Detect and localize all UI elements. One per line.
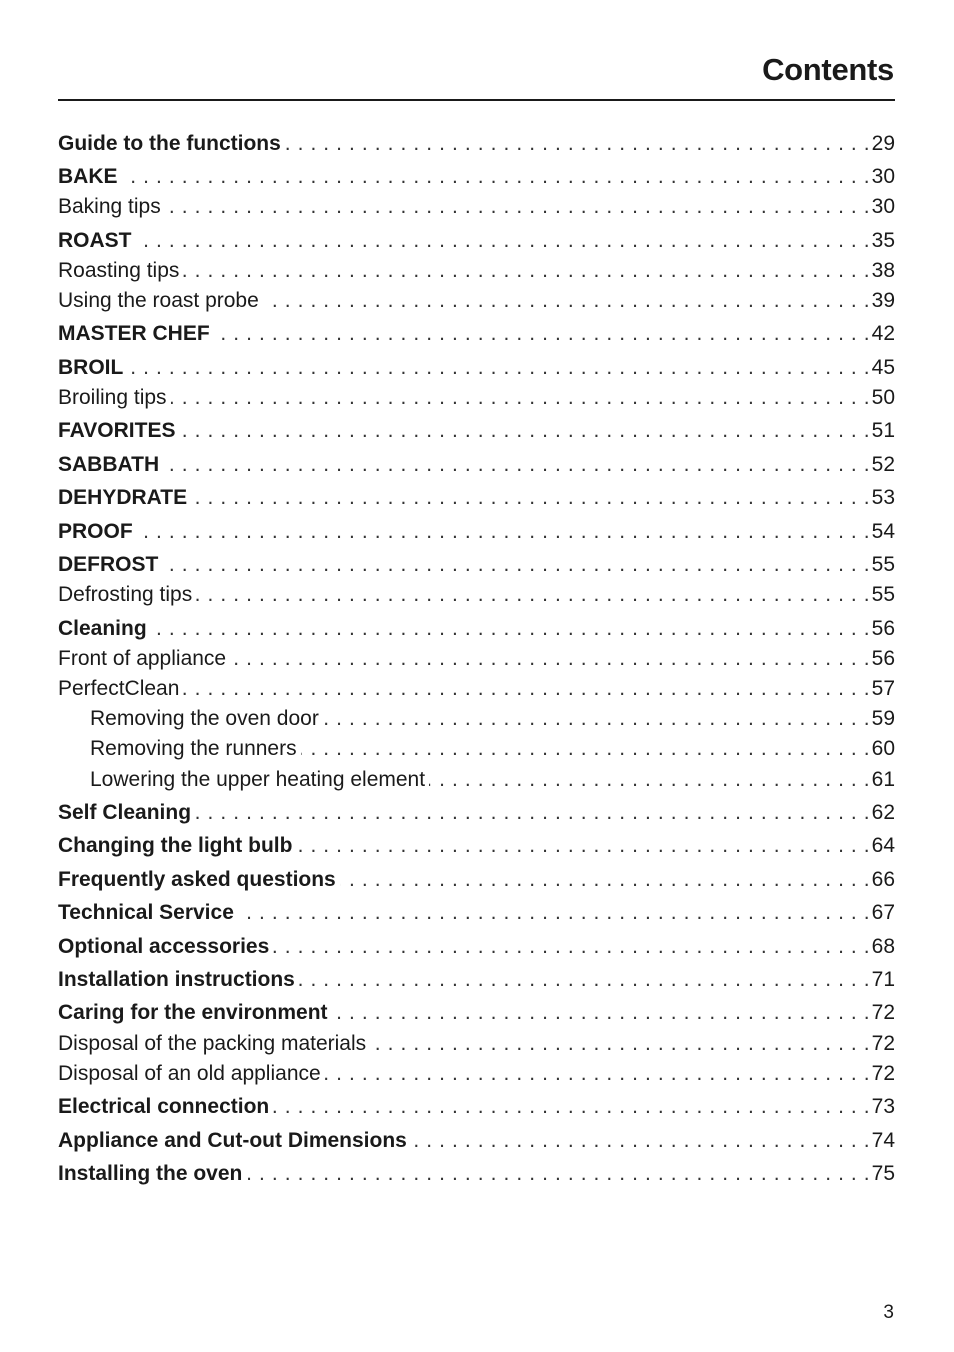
toc-entry-page: 61 [871, 768, 895, 791]
toc-entry-page: 74 [871, 1129, 895, 1152]
toc-entry[interactable] [58, 674, 895, 704]
toc-entry-label: Cleaning [58, 617, 147, 640]
toc-entry-page: 55 [871, 553, 895, 576]
dot-leader [263, 286, 870, 316]
toc-entry-page: 45 [871, 356, 895, 379]
dot-leader [179, 416, 869, 446]
toc-entry-page: 73 [871, 1095, 895, 1118]
dot-leader [429, 765, 870, 795]
toc-entry[interactable] [58, 644, 895, 674]
toc-entry-label: Disposal of the packing materials [58, 1032, 367, 1055]
dot-leader [122, 162, 870, 192]
toc-entry[interactable] [58, 865, 895, 895]
toc-entry-label: Removing the oven door [90, 707, 319, 730]
toc-entry-label: Roasting tips [58, 259, 180, 282]
toc-entry[interactable] [58, 998, 895, 1028]
toc-entry-label: PerfectClean [58, 677, 180, 700]
title-divider [58, 99, 895, 101]
toc-entry-page: 71 [871, 968, 895, 991]
toc-entry-page: 52 [871, 453, 895, 476]
toc-entry-label: Electrical connection [58, 1095, 270, 1118]
dot-leader [323, 704, 870, 734]
toc-entry-label: DEFROST [58, 553, 159, 576]
toc-entry-page: 72 [871, 1062, 895, 1085]
toc-entry[interactable] [58, 614, 895, 644]
toc-entry[interactable] [58, 1126, 895, 1156]
toc-entry[interactable] [58, 353, 895, 383]
toc-entry[interactable] [58, 483, 895, 513]
toc-entry[interactable] [58, 580, 895, 610]
toc-entry[interactable] [58, 416, 895, 446]
toc-entry[interactable] [58, 831, 895, 861]
dot-leader [137, 517, 870, 547]
page-number: 3 [883, 1302, 894, 1323]
toc-entry[interactable] [58, 1029, 895, 1059]
dot-leader [165, 192, 870, 222]
toc-entry-label: Optional accessories [58, 935, 270, 958]
toc-entry-page: 29 [871, 132, 895, 155]
toc-entry[interactable] [58, 162, 895, 192]
toc-entry-page: 30 [871, 165, 895, 188]
toc-entry-label: PROOF [58, 520, 133, 543]
toc-entry[interactable] [58, 226, 895, 256]
dot-leader [273, 932, 869, 962]
dot-leader [151, 614, 870, 644]
toc-entry-page: 67 [871, 901, 895, 924]
toc-entry-label: SABBATH [58, 453, 160, 476]
dot-leader [196, 580, 869, 610]
toc-entry-label: Removing the runners [90, 737, 297, 760]
toc-entry-label: Frequently asked questions [58, 868, 336, 891]
toc-entry[interactable] [58, 450, 895, 480]
toc-entry-page: 54 [871, 520, 895, 543]
toc-entry[interactable] [58, 1159, 895, 1189]
toc-entry-label: Changing the light bulb [58, 834, 293, 857]
toc-entry-page: 62 [871, 801, 895, 824]
toc-entry-label: Appliance and Cut-out Dimensions [58, 1129, 407, 1152]
dot-leader [246, 1159, 869, 1189]
toc-entry[interactable] [58, 383, 895, 413]
toc-entry-label: FAVORITES [58, 419, 176, 442]
toc-entry-label: Lowering the upper heating element [90, 768, 426, 791]
toc-entry-page: 51 [871, 419, 895, 442]
dot-leader [183, 674, 869, 704]
toc-entry-label: BROIL [58, 356, 124, 379]
toc-entry[interactable] [58, 932, 895, 962]
dot-leader [230, 644, 870, 674]
toc-entry-label: Installing the oven [58, 1162, 243, 1185]
toc-entry[interactable] [58, 734, 895, 764]
dot-leader [285, 129, 870, 159]
toc-entry-page: 57 [871, 677, 895, 700]
toc-entry-label: Front of appliance [58, 647, 227, 670]
toc-entry-page: 68 [871, 935, 895, 958]
toc-entry-page: 35 [871, 229, 895, 252]
dot-leader [191, 483, 870, 513]
dot-leader [214, 319, 870, 349]
toc-entry-label: Installation instructions [58, 968, 295, 991]
toc-entry-page: 72 [871, 1001, 895, 1024]
toc-entry-label: ROAST [58, 229, 132, 252]
toc-entry[interactable] [58, 1059, 895, 1089]
toc-entry-page: 72 [871, 1032, 895, 1055]
toc-entry-page: 53 [871, 486, 895, 509]
toc-entry-page: 66 [871, 868, 895, 891]
dot-leader [171, 383, 870, 413]
toc-entry-label: Caring for the environment [58, 1001, 328, 1024]
toc-entry-label: Baking tips [58, 195, 161, 218]
toc-entry-label: Using the roast probe [58, 289, 259, 312]
toc-entry-label: Broiling tips [58, 386, 167, 409]
toc-entry-label: Technical Service [58, 901, 234, 924]
dot-leader [195, 798, 870, 828]
dot-leader [299, 965, 870, 995]
toc-entry[interactable] [58, 286, 895, 316]
toc-entry-page: 30 [871, 195, 895, 218]
toc-entry-label: Defrosting tips [58, 583, 193, 606]
toc-entry-label: DEHYDRATE [58, 486, 188, 509]
toc-entry-page: 59 [871, 707, 895, 730]
toc-entry-label: BAKE [58, 165, 118, 188]
toc-entry[interactable] [58, 965, 895, 995]
toc-entry[interactable] [58, 550, 895, 580]
dot-leader [301, 734, 870, 764]
toc-entry[interactable] [58, 704, 895, 734]
dot-leader [411, 1126, 870, 1156]
toc-entry[interactable] [58, 798, 895, 828]
dot-leader [325, 1059, 870, 1089]
dot-leader [296, 831, 869, 861]
toc-entry-page: 39 [871, 289, 895, 312]
toc-entry[interactable] [58, 256, 895, 286]
toc-entry-page: 55 [871, 583, 895, 606]
toc-entry[interactable] [58, 129, 895, 159]
toc-entry-label: Disposal of an old appliance [58, 1062, 321, 1085]
toc-entry[interactable] [58, 765, 895, 795]
toc-entry[interactable] [58, 319, 895, 349]
dot-leader [183, 256, 869, 286]
page-title: Contents [762, 52, 894, 87]
dot-leader [163, 450, 870, 480]
toc-entry[interactable] [58, 192, 895, 222]
dot-leader [162, 550, 869, 580]
toc-entry-page: 56 [871, 647, 895, 670]
toc-entry-page: 60 [871, 737, 895, 760]
toc-entry[interactable] [58, 517, 895, 547]
dot-leader [238, 898, 870, 928]
dot-leader [340, 865, 870, 895]
dot-leader [127, 353, 869, 383]
toc-entry-label: Guide to the functions [58, 132, 281, 155]
toc-entry-page: 75 [871, 1162, 895, 1185]
dot-leader [273, 1092, 869, 1122]
toc-entry-page: 42 [871, 322, 895, 345]
toc-entry[interactable] [58, 1092, 895, 1122]
toc-entry-label: MASTER CHEF [58, 322, 210, 345]
toc-entry-page: 56 [871, 617, 895, 640]
dot-leader [370, 1029, 869, 1059]
toc-entry-page: 64 [871, 834, 895, 857]
toc-entry-page: 50 [871, 386, 895, 409]
dot-leader [136, 226, 870, 256]
toc-entry-page: 38 [871, 259, 895, 282]
toc-entry-label: Self Cleaning [58, 801, 192, 824]
toc-entry[interactable] [58, 898, 895, 928]
dot-leader [332, 998, 870, 1028]
